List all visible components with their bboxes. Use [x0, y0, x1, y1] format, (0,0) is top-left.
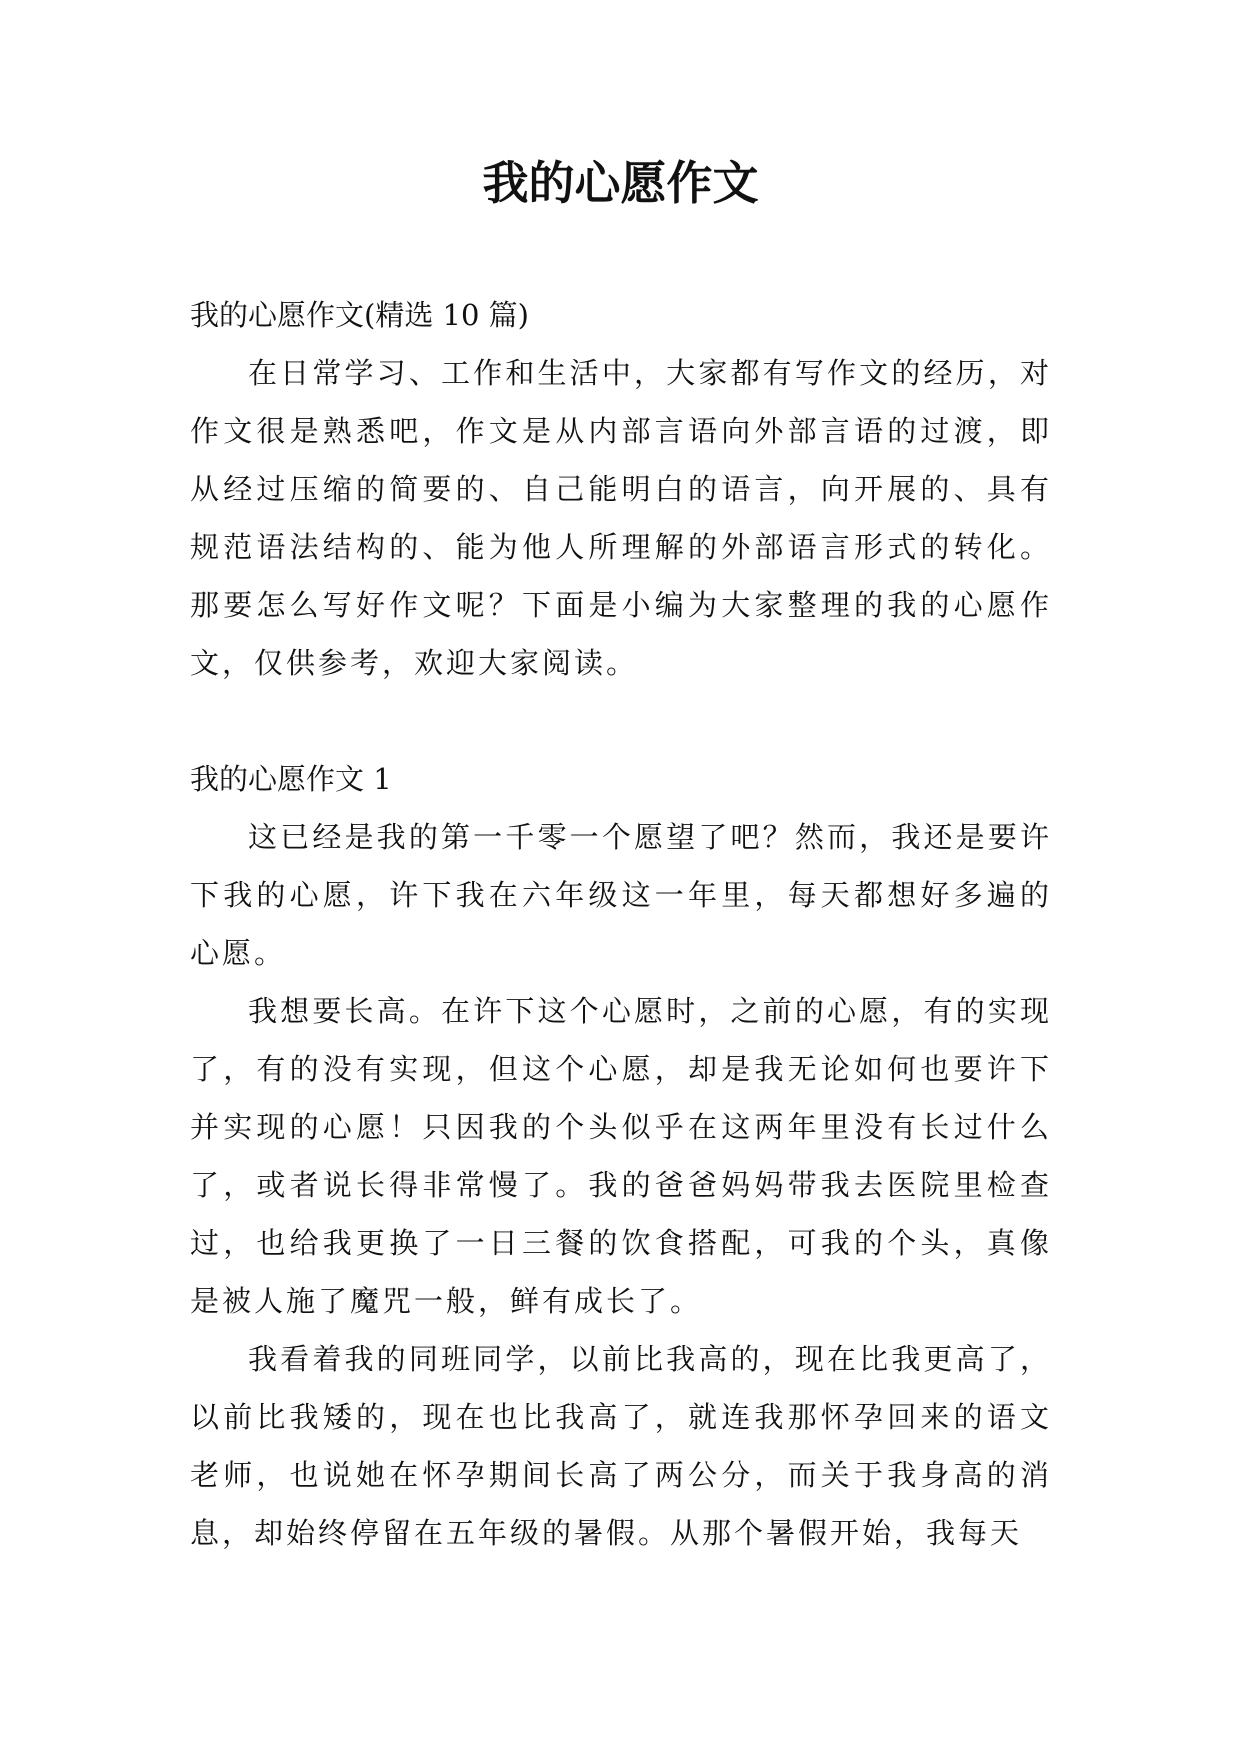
intro-paragraph: 在日常学习、工作和生活中，大家都有写作文的经历，对作文很是熟悉吧，作文是从内部言语向外部言语的过渡，即从经过压缩的简要的、自己能明白的语言，向开展的、具有规范语法结构的、能为他人所理解的外部语言形式的转化。那要怎么写好作文呢？下面是小编为大家整理的我的心愿作文，仅供参考，欢迎大家阅读。 [190, 356, 1052, 680]
section-paragraph: 我看着我的同班同学，以前比我高的，现在比我更高了，以前比我矮的，现在也比我高了，就连我那怀孕回来的语文老师，也说她在怀孕期间长高了两公分，而关于我身高的消息，却始终停留在五年级的暑假。从那个暑假开始，我每天 [190, 1342, 1052, 1550]
section-paragraph: 我想要长高。在许下这个心愿时，之前的心愿，有的实现了，有的没有实现，但这个心愿，却是我无论如何也要许下并实现的心愿！只因我的个头似乎在这两年里没有长过什么了，或者说长得非常慢了。我的爸爸妈妈带我去医院里检查过，也给我更换了一日三餐的饮食搭配，可我的个头，真像是被人施了魔咒一般，鲜有成长了。 [190, 994, 1052, 1318]
document-body [190, 286, 1052, 1562]
essay-section [190, 750, 1052, 1562]
section-paragraph: 这已经是我的第一千零一个愿望了吧？然而，我还是要许下我的心愿，许下我在六年级这一年里，每天都想好多遍的心愿。 [190, 820, 1052, 970]
section-heading: 我的心愿作文 1 [190, 762, 392, 796]
section-spacer [190, 692, 1052, 750]
document-subtitle: 我的心愿作文(精选 10 篇) [190, 298, 529, 332]
document-title: 我的心愿作文 [482, 156, 759, 210]
